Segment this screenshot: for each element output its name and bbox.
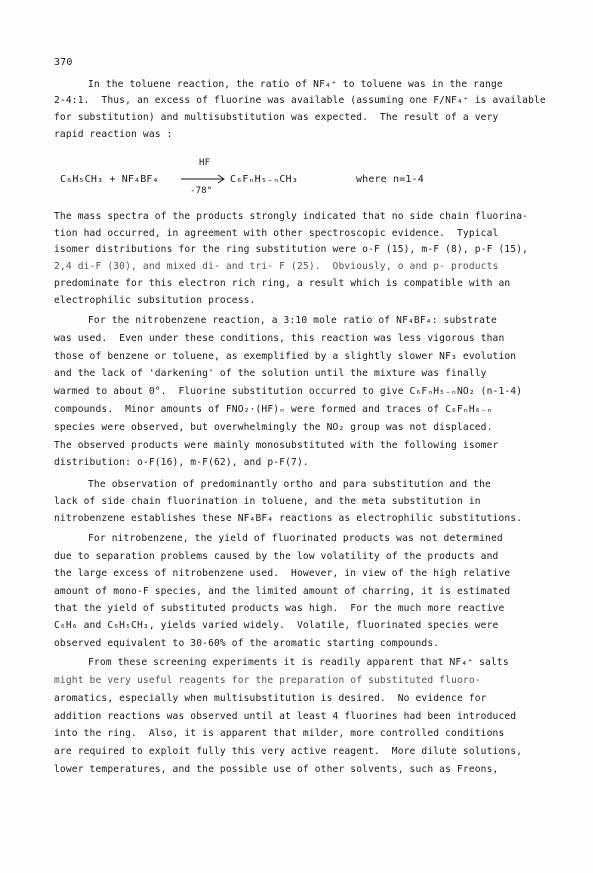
text-line: tion had occurred, in agreement with other spectroscopic evidence. Typical (54, 228, 499, 239)
text-line: for substitution) and multisubstitution was expected. The result of a very (54, 112, 499, 123)
text-line: lack of side chain fluorination in toluene, and the meta substitution in (54, 496, 481, 507)
text-line: might be very useful reagents for the preparation of substituted fluoro- (54, 675, 481, 686)
text-line: nitrobenzene establishes these NF₄BF₄ reactions as electrophilic substitutions. (54, 513, 523, 524)
text-line: C₆H₆ and C₆H₅CH₃, yields varied widely. Volatile, fluorinated species were (54, 620, 499, 631)
text-line: For nitrobenzene, the yield of fluorinated products was not determined (88, 533, 503, 544)
text-line: addition reactions was observed until at least 4 fluorines had been introduced (54, 711, 517, 722)
reaction-arrow-icon (180, 173, 228, 185)
text-line: the large excess of nitrobenzene used. However, in view of the high relative (54, 568, 511, 579)
text-line: and the lack of 'darkening' of the solution until the mixture was finally (54, 368, 487, 379)
page-number: 370 (54, 57, 73, 68)
equation-reactants: C₆H₅CH₃ + NF₄BF₄ (60, 174, 159, 185)
text-line: those of benzene or toluene, as exemplified by a slightly slower NF₃ evolution (54, 351, 517, 362)
text-line: The observed products were mainly monosubstituted with the following isomer (54, 440, 499, 451)
equation-products: C₆FₙH₅₋ₙCH₃ (230, 174, 298, 185)
text-line: due to separation problems caused by the low volatility of the products and (54, 551, 499, 562)
text-line: rapid reaction was : (54, 129, 173, 140)
text-line: 2-4:1. Thus, an excess of fluorine was available (assuming one F/NF₄⁺ is available (54, 95, 546, 106)
text-line: compounds. Minor amounts of FNO₂·(HF)ₙ were formed and traces of C₆FₙH₆₋ₙ (54, 404, 493, 415)
text-line: 2,4 di-F (30), and mixed di- and tri- F (25). Obviously, o and p- products (54, 261, 499, 272)
equation-catalyst: HF (199, 158, 211, 168)
text-line: are required to exploit fully this very active reagent. More dilute solutions, (54, 746, 523, 757)
text-line: warmed to about 0°. Fluorine substitution occurred to give C₆FₙH₅₋ₙNO₂ (n-1-4) (54, 386, 523, 397)
text-line: into the ring. Also, it is apparent that milder, more controlled conditions (54, 728, 505, 739)
text-line: lower temperatures, and the possible use of other solvents, such as Freons, (54, 764, 499, 775)
text-line: The mass spectra of the products strongly indicated that no side chain fluorina- (54, 211, 529, 222)
text-line: amount of mono-F species, and the limited amount of charring, it is estimated (54, 586, 511, 597)
text-line: In the toluene reaction, the ratio of NF₄⁺ to toluene was in the range (88, 79, 503, 90)
text-line: was used. Even under these conditions, this reaction was less vigorous than (54, 333, 505, 344)
text-line: species were observed, but overwhelmingly the NO₂ group was not displaced. (54, 422, 493, 433)
text-line: electrophilic subsitution process. (54, 295, 256, 306)
equation-temperature: -78° (190, 186, 213, 196)
text-line: distribution: o-F(16), m-F(62), and p-F(7). (54, 457, 309, 468)
text-line: that the yield of substituted products was high. For the much more reactive (54, 603, 505, 614)
text-line: From these screening experiments it is readily apparent that NF₄⁺ salts (88, 657, 509, 668)
text-line: predominate for this electron rich ring, a result which is compatible with an (54, 278, 511, 289)
text-line: For the nitrobenzene reaction, a 3:10 mole ratio of NF₄BF₄: substrate (88, 315, 497, 326)
text-line: The observation of predominantly ortho and para substitution and the (88, 479, 491, 490)
text-line: observed equivalent to 30-60% of the aromatic starting compounds. (54, 638, 440, 649)
equation-condition: where n=1-4 (356, 174, 424, 185)
text-line: isomer distributions for the ring substitution were o-F (15), m-F (8), p-F (15), (54, 244, 529, 255)
text-line: aromatics, especially when multisubstitution is desired. No evidence for (54, 693, 487, 704)
